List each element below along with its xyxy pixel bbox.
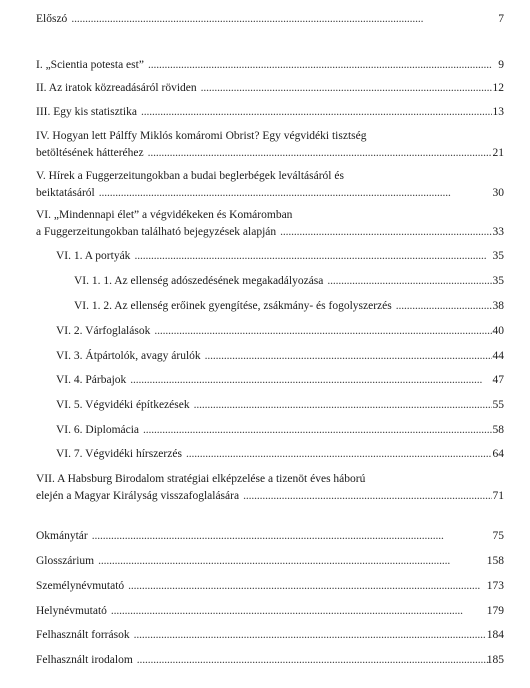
toc-entry-page: 64	[492, 448, 504, 460]
toc-entry-page: 13	[492, 106, 504, 118]
toc-entry-title-line-1: VI. „Mindennapi élet” a végvidékeken és Komáromban	[36, 209, 293, 221]
toc-entry-title: Felhasznált források	[36, 629, 130, 641]
toc-entry-title: VI. 5. Végvidéki építkezések	[56, 399, 190, 411]
toc-entry-page: 40	[492, 325, 504, 337]
toc-entry-page: 35	[492, 250, 504, 262]
toc-entry-page: 184	[486, 629, 504, 641]
toc-entry-title: VI. 4. Párbajok	[56, 374, 127, 386]
toc-entry-title-line-2: betöltésének hátteréhez	[36, 147, 144, 159]
toc-entry-page: 55	[492, 399, 504, 411]
toc-entry-page: 58	[492, 424, 504, 436]
toc-entry-title: III. Egy kis statisztika	[36, 106, 137, 118]
toc-entry-page: 7	[498, 13, 504, 25]
toc-entry-title: VI. 6. Diplomácia	[56, 424, 140, 436]
toc-entry-title-line-2: elején a Magyar Királyság visszafoglalására	[36, 490, 240, 502]
toc-entry-page: 35	[492, 275, 504, 287]
toc-entry-title: VI. 1. 2. Az ellenség erőinek gyengítése, zsákmány- és fogolyszerzés	[74, 300, 392, 312]
toc-entry-title: Helynévmutató	[36, 605, 107, 617]
toc-entry-page: 47	[492, 374, 504, 386]
toc-entry-page: 44	[492, 350, 504, 362]
toc-entry-title: VI. 1. A portyák	[56, 250, 131, 262]
toc-entry-page: 173	[486, 580, 504, 592]
toc-entry-title: VI. 2. Várfoglalások	[56, 325, 151, 337]
toc-entry-page: 179	[486, 605, 504, 617]
toc-entry-title: II. Az iratok közreadásáról röviden	[36, 82, 197, 94]
toc-entry-page: 185	[486, 654, 504, 666]
toc-entry-title-line-1: V. Hírek a Fuggerzeitungokban a budai beglerbégek leváltásáról és	[36, 170, 344, 182]
toc-entry-title: Előszó	[36, 13, 68, 25]
toc-entry-page: 9	[498, 59, 504, 71]
toc-entry-title-line-2: a Fuggerzeitungokban található bejegyzések alapján	[36, 226, 277, 238]
toc-entry-title-line-2: beiktatásáról	[36, 187, 95, 199]
toc-entry-title: Személynévmutató	[36, 580, 125, 592]
toc-entry-title-line-1: IV. Hogyan lett Pálffy Miklós komáromi Obrist? Egy végvidéki tisztség	[36, 130, 367, 142]
toc-entry-title: VI. 1. 1. Az ellenség adószedésének megakadályozása	[74, 275, 324, 287]
toc-entry-page: 30	[492, 187, 504, 199]
toc-entry-page: 21	[492, 147, 504, 159]
toc-entry-title: I. „Scientia potesta est”	[36, 59, 144, 71]
toc-entry-page: 71	[492, 490, 504, 502]
toc-entry-title: Felhasznált irodalom	[36, 654, 133, 666]
toc-entry-page: 38	[492, 300, 504, 312]
toc-entry-page: 12	[492, 82, 504, 94]
toc-entry-title: VI. 7. Végvidéki hírszerzés	[56, 448, 182, 460]
toc-entry-title: VI. 3. Átpártolók, avagy árulók	[56, 350, 201, 362]
toc-entry-title-line-1: VII. A Habsburg Birodalom stratégiai elképzelése a tizenöt éves háború	[36, 473, 366, 485]
toc-entry-page: 158	[486, 555, 504, 567]
toc-entry-page: 75	[492, 530, 504, 542]
toc-entry-title: Glosszárium	[36, 555, 95, 567]
toc-entry-title: Okmánytár	[36, 530, 88, 542]
toc-entry-page: 33	[492, 226, 504, 238]
